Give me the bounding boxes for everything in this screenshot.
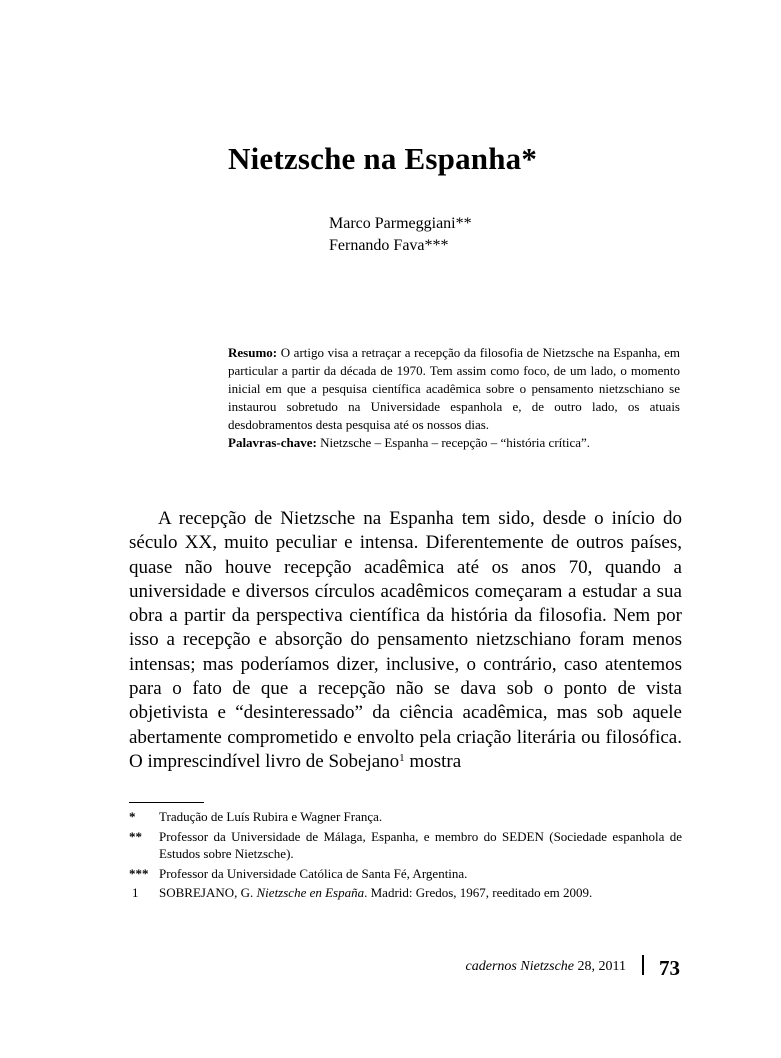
footnote-item bbox=[129, 828, 682, 863]
keywords-text: Nietzsche – Espanha – recepção – “história crítica”. bbox=[316, 435, 591, 450]
page-number: 73 bbox=[659, 956, 680, 980]
footnote-mark: ** bbox=[129, 828, 142, 844]
journal-name: cadernos Nietzsche bbox=[465, 959, 575, 974]
footnote-item bbox=[129, 884, 682, 902]
footnote-item bbox=[129, 865, 682, 883]
author-name: Marco Parmeggiani** bbox=[329, 215, 472, 232]
body-paragraph bbox=[129, 507, 682, 774]
body-text bbox=[129, 507, 682, 774]
footnote-mark: *** bbox=[129, 865, 149, 881]
article-title: Nietzsche na Espanha* bbox=[228, 141, 538, 176]
journal-issue: 28, 2011 bbox=[574, 959, 626, 974]
citation-details: . Madrid: Gredos, 1967, reeditado em 2009. bbox=[364, 885, 593, 900]
keywords-label: Palavras-chave: bbox=[228, 435, 317, 450]
body-paragraph-tail: mostra bbox=[404, 750, 462, 772]
abstract-label: Resumo: bbox=[228, 345, 278, 360]
citation-author: SOBREJANO, G. bbox=[159, 885, 257, 900]
abstract-text: O artigo visa a retraçar a recepção da filosofia de Nietzsche na Espanha, em particular a partir da década de 1970. Tem assim como foco, de um lado, o momento inicial em que a pesquisa científica acadêmica sobre o pensamento nietzschiano se instaurou sobretudo na Universidade espanhola e, de outro lado, os atuais desdobramentos desta pesquisa até os nossos dias. bbox=[228, 345, 680, 432]
footnote-text: Professor da Universidade de Málaga, Espanha, e membro do SEDEN (Sociedade espanhola de Estudos sobre Nietzsche). bbox=[159, 828, 682, 861]
author-list bbox=[329, 213, 472, 257]
footnote-text: Tradução de Luís Rubira e Wagner França. bbox=[159, 809, 383, 824]
abstract bbox=[228, 344, 680, 452]
footnote-mark: 1 bbox=[132, 885, 139, 900]
keywords-paragraph bbox=[228, 434, 680, 452]
footnote-text bbox=[159, 884, 682, 902]
footnote-divider bbox=[129, 802, 204, 803]
footer-divider bbox=[642, 955, 644, 975]
footnote-text: Professor da Universidade Católica de Santa Fé, Argentina. bbox=[159, 865, 468, 881]
footnote-item bbox=[129, 808, 682, 826]
footnote-reference[interactable]: 1 bbox=[399, 751, 405, 764]
footnotes bbox=[129, 808, 682, 904]
author-name: Fernando Fava*** bbox=[329, 237, 449, 254]
footnote-mark: * bbox=[129, 809, 136, 824]
running-footer bbox=[466, 959, 626, 975]
citation-book-title: Nietzsche en España bbox=[256, 885, 365, 900]
body-paragraph-text: A recepção de Nietzsche na Espanha tem sido, desde o início do século XX, muito peculiar e intensa. Diferentemente de outros países, quase não houve recepção acadêmica até os anos 70, quando a universidade e diversos círculos acadêmicos começaram a estudar a sua obra a partir da perspectiva científica da história da filosofia. Nem por isso a recepção e absorção do pensamento nietzschiano foram menos intensas; mas poderíamos dizer, inclusive, o contrário, caso atentemos para o fato de que a recepção não se dava sob o ponto de vista objetivista e “desinteressado” da ciência acadêmica, mas sob aquele abertamente comprometido e envolto pela criação literária ou filosófica. O imprescindível livro de Sobejano bbox=[129, 508, 682, 772]
abstract-paragraph bbox=[228, 344, 680, 434]
